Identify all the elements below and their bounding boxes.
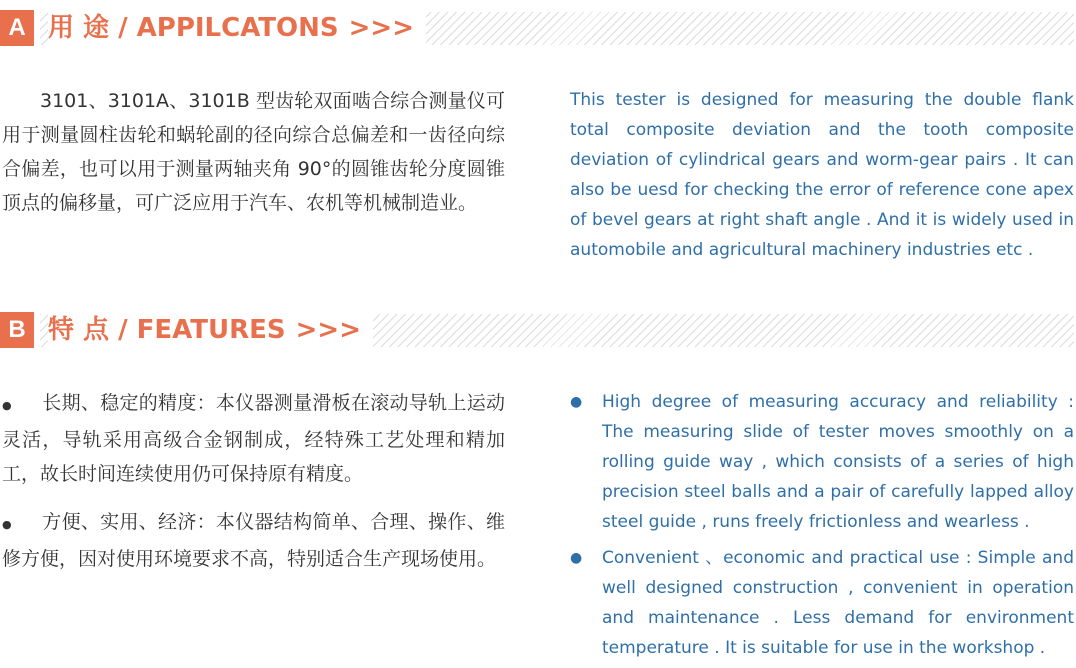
applications-en-text: [570, 85, 1074, 265]
features-en-item-text: High degree of measuring accuracy and reliability : The measuring slide of tester moves smoothly on a rolling guide way , which consists of a series of high precision steel balls and a pair of carefully lapped alloy steel guide , runs freely frictionless and wearless .: [602, 392, 1074, 532]
section-a-arrows: >>>: [348, 13, 414, 43]
section-a-title: 用 途 / APPILCATONS: [48, 13, 339, 43]
bullet-icon: ●: [2, 399, 12, 412]
section-a-letter: A: [0, 10, 34, 46]
features-en-bullets: [570, 387, 1074, 663]
applications-cn-text: [2, 84, 505, 220]
section-b-letter: B: [0, 312, 34, 348]
section-b-title-wrap: [48, 312, 373, 348]
features-en-item-text: Convenient 、economic and practical use : Simple and well designed construction , convenient in operation and maintenance . Less demand for environment temperature . It is suitable for use in the workshop .: [602, 548, 1074, 658]
features-cn-list: [2, 386, 505, 576]
features-en-item: [570, 387, 1074, 537]
features-cn-item: [2, 505, 505, 576]
section-b-header: [0, 312, 1076, 348]
section-b-title: 特 点 / FEATURES: [48, 315, 286, 345]
section-a-header: [0, 10, 1076, 46]
features-cn-item-text: 方便、实用、经济：本仪器结构简单、合理、操作、维修方便，因对使用环境要求不高，特别适合生产现场使用。: [2, 511, 505, 570]
applications-cn-paragraph: 3101、3101A、3101B 型齿轮双面啮合综合测量仪可用于测量圆柱齿轮和蜗轮副的径向综合总偏差和一齿径向综合偏差，也可以用于测量两轴夹角 90°的圆锥齿轮分度圆锥顶点的偏移量，可广泛应用于汽车、农机等机械制造业。: [2, 90, 505, 214]
section-a-title-wrap: [48, 10, 426, 46]
applications-en-paragraph: This tester is designed for measuring the double flank total composite deviation and the tooth composite deviation of cylindrical gears and worm-gear pairs . It can also be uesd for checking the error of reference cone apex of bevel gears at right shaft angle . And it is widely used in automobile and agricultural machinery industries etc .: [570, 90, 1074, 260]
features-cn-item: [2, 386, 505, 491]
bullet-icon: ●: [570, 394, 583, 410]
features-cn-item-text: 长期、稳定的精度：本仪器测量滑板在滚动导轨上运动灵活，导轨采用高级合金钢制成，经特殊工艺处理和精加工，故长时间连续使用仍可保持原有精度。: [2, 392, 505, 485]
features-en-item: [570, 543, 1074, 663]
section-b-arrows: >>>: [295, 315, 361, 345]
bullet-icon: ●: [2, 518, 12, 531]
bullet-icon: ●: [570, 550, 583, 566]
features-en-list: [570, 387, 1074, 663]
